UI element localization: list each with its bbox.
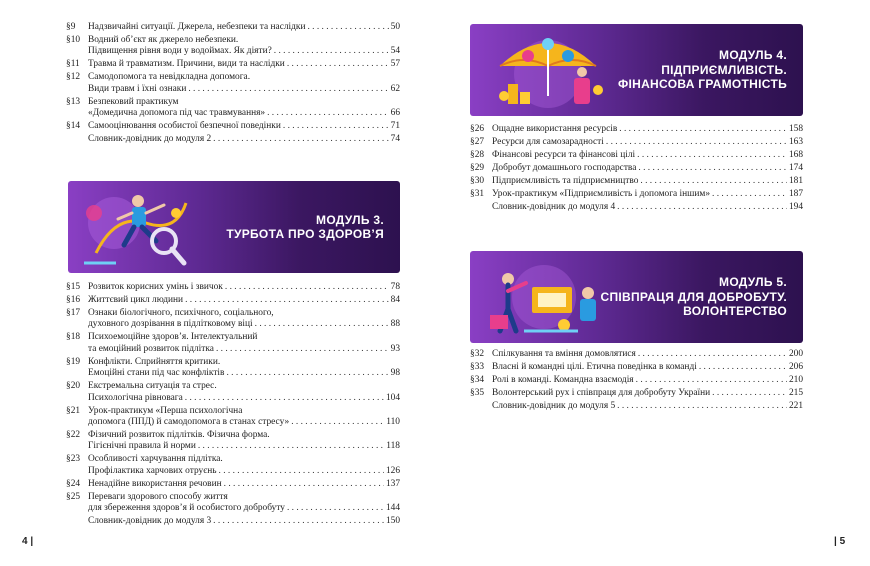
toc-page-number: 74 [390, 134, 400, 145]
toc-leader-dots [638, 163, 787, 174]
toc-section-number: §14 [66, 121, 81, 132]
toc-leader-dots [637, 150, 787, 161]
toc-title-line: Словник-довідник до модуля 4 [492, 202, 616, 212]
toc-title-line: Безпековий практикум [88, 96, 179, 107]
toc-entry [470, 388, 803, 399]
module4-title-line1: ПІДПРИЄМЛИВІСТЬ. [661, 62, 787, 77]
toc-title-line: допомога (ППД) й самодопомога в станах стресу» [88, 417, 290, 428]
toc-title-line: Конфлікти. Сприйняття критики. [88, 356, 221, 367]
toc-entry [66, 516, 400, 527]
toc-title-line: Добробут домашнього господарства [492, 163, 637, 173]
toc-section-number: §16 [66, 295, 81, 305]
toc-title-line: Життєвий цикл людини [88, 295, 184, 305]
toc-section-number: §17 [66, 308, 81, 318]
toc-title-line: Переваги здорового способу життя [88, 491, 228, 502]
toc-entry [66, 406, 400, 429]
toc-title-line: Урок-практикум «Підприємливість і допомога іншим» [492, 189, 711, 199]
toc-entry [66, 97, 400, 120]
toc-section-number: §19 [66, 356, 81, 367]
toc-leader-dots [219, 466, 384, 477]
toc-section-number: §9 [66, 22, 76, 32]
toc-title-line: Фізичний розвиток підлітків. Фізична форма. [88, 430, 270, 441]
toc-title-line: Спілкування та вміння домовлятися [492, 349, 636, 359]
toc-title-line: Психоемоційне здоров’я. Інтелектуальний [88, 332, 258, 343]
toc-page-number: 71 [390, 121, 400, 132]
toc-title-line: Самооцінювання особистої безпечної поведінки [88, 121, 281, 132]
toc-section-number: §25 [66, 491, 81, 502]
toc-leader-dots [213, 134, 388, 145]
toc-page-number: 187 [788, 189, 803, 199]
toc-section-number: §31 [470, 189, 485, 199]
toc-leader-dots [216, 344, 389, 355]
toc-section-number: §33 [470, 362, 485, 372]
toc-title-line: Підвищення рівня води у водоймах. Як діяти? [88, 46, 272, 57]
toc-entry [66, 59, 400, 70]
toc-page-number: 98 [390, 368, 400, 379]
module5-title-line1: СПІВПРАЦЯ ДЛЯ ДОБРОБУТУ. [600, 289, 787, 304]
toc-page-number: 210 [788, 375, 803, 385]
toc-title-line: Гігієнічні правила й норми [88, 441, 196, 452]
toc-title-line: Словник-довідник до модуля 5 [492, 401, 616, 411]
toc-page-number: 126 [385, 465, 400, 476]
toc-entry [470, 401, 803, 412]
toc-entry [66, 430, 400, 453]
toc-title-line: Особливості харчування підлітка. [88, 454, 223, 465]
toc-title-line: Види травм і їхні ознаки [88, 83, 187, 94]
toc-leader-dots [617, 202, 787, 213]
module5-label: МОДУЛЬ 5. [719, 275, 787, 290]
toc-section-number: §11 [66, 59, 80, 70]
toc-section-number: §10 [66, 35, 81, 45]
toc-leader-dots [619, 124, 787, 135]
toc-title-line: Психологічна рівновага [88, 392, 183, 403]
toc-section-number: §22 [66, 430, 81, 441]
toc-entry [66, 121, 400, 132]
toc-entry [470, 362, 803, 373]
toc-page-number: 118 [386, 441, 400, 452]
toc-page-number: 150 [385, 516, 400, 527]
toc-title-line: Урок-практикум «Перша психологічна [88, 405, 243, 416]
toc-title-line: та емоційний розвиток підлітка [88, 343, 214, 354]
toc-section-number: §26 [470, 124, 485, 134]
toc-section-number: §28 [470, 150, 485, 160]
toc-section-number: §13 [66, 96, 81, 107]
toc-page-number: 84 [390, 295, 400, 305]
toc-page-number: 215 [788, 388, 803, 398]
toc-entry [66, 332, 400, 355]
toc-entry [470, 124, 803, 135]
toc-title-line: Травма й травматизм. Причини, види та наслідки [88, 59, 285, 70]
toc-entry [66, 134, 400, 145]
toc-title-line: Розвиток корисних умінь і звичок [88, 282, 223, 292]
module3-title: ТУРБОТА ПРО ЗДОРОВ’Я [226, 227, 384, 241]
toc-module4 [470, 124, 803, 215]
toc-leader-dots [213, 516, 384, 527]
toc-page-number: 57 [390, 59, 400, 70]
toc-title-line: Ознаки біологічного, психічного, соціального, [88, 308, 274, 318]
toc-leader-dots [291, 417, 384, 428]
toc-page-number: 54 [390, 46, 400, 57]
toc-section-number: §21 [66, 405, 81, 416]
module5-banner [470, 251, 803, 343]
page-number-left: 4 | [22, 536, 34, 547]
toc-title-line: Надзвичайні ситуації. Джерела, небезпеки та наслідки [88, 22, 306, 32]
toc-entry [470, 202, 803, 213]
toc-entry [470, 163, 803, 174]
toc-title-line: Водний об’єкт як джерело небезпеки. [88, 35, 239, 45]
toc-page-number: 194 [788, 202, 803, 212]
module5-title-line2: ВОЛОНТЕРСТВО [683, 304, 787, 319]
toc-page-number: 174 [788, 163, 803, 173]
toc-page-number: 88 [390, 319, 400, 330]
toc-leader-dots [224, 479, 384, 490]
toc-entry [66, 72, 400, 95]
toc-title-line: Ощадне використання ресурсів [492, 124, 618, 134]
toc-entry [470, 150, 803, 161]
teamwork-illustration [478, 253, 618, 341]
toc-entry [66, 282, 400, 293]
toc-page-number: 50 [390, 22, 400, 32]
toc-section-number: §32 [470, 349, 485, 359]
toc-leader-dots [267, 108, 389, 119]
toc-entry [66, 454, 400, 477]
umbrella-coins-illustration [478, 26, 618, 114]
toc-title-line: Екстремальна ситуація та стрес. [88, 381, 217, 392]
toc-leader-dots [185, 295, 389, 306]
toc-leader-dots [699, 362, 787, 373]
toc-leader-dots [636, 375, 787, 386]
toc-page-number: 104 [385, 392, 400, 403]
toc-entry [66, 357, 400, 380]
toc-leader-dots [638, 349, 787, 360]
toc-entry [66, 22, 400, 33]
toc-module3 [66, 282, 400, 529]
toc-leader-dots [225, 282, 389, 293]
toc-entry [66, 308, 400, 331]
toc-entry [66, 381, 400, 404]
toc-title-line: Ролі в команді. Командна взаємодія [492, 375, 634, 385]
toc-entry [66, 479, 400, 490]
toc-leader-dots [640, 176, 787, 187]
toc-title-line: Фінансові ресурси та фінансові цілі [492, 150, 636, 160]
toc-section-number: §23 [66, 454, 81, 465]
toc-title-line: Профілактика харчових отруєнь [88, 465, 217, 476]
toc-page-number: 144 [385, 503, 400, 514]
toc-section-number: §29 [470, 163, 485, 173]
toc-entry [66, 295, 400, 306]
toc-leader-dots [307, 22, 388, 33]
module4-label: МОДУЛЬ 4. [719, 48, 787, 63]
toc-page-number: 62 [390, 83, 400, 94]
toc-section-number: §27 [470, 137, 485, 147]
page-number-right: | 5 [834, 536, 846, 547]
toc-leader-dots [226, 368, 388, 379]
toc-leader-dots [255, 319, 389, 330]
toc-page-number: 137 [385, 478, 400, 489]
toc-title-line: для збереження здоров’я й особистого добробуту [88, 503, 285, 514]
toc-entry [470, 176, 803, 187]
toc-page-number: 110 [386, 417, 400, 428]
module3-label: МОДУЛЬ 3. [316, 212, 384, 227]
toc-entry [470, 189, 803, 200]
toc-entry [66, 492, 400, 515]
module4-title-line2: ФІНАНСОВА ГРАМОТНІСТЬ [617, 77, 787, 92]
toc-title-line: Ресурси для самозарадності [492, 137, 604, 147]
toc-leader-dots [188, 84, 388, 95]
toc-section-number: §15 [66, 282, 81, 292]
toc-page-number: 168 [788, 150, 803, 160]
toc-leader-dots [287, 503, 384, 514]
toc-page-number: 200 [788, 349, 803, 359]
toc-section-number: §20 [66, 381, 81, 392]
toc-title-line: Власні й командні цілі. Етична поведінка в команді [492, 362, 697, 372]
toc-title-line: Словник-довідник до модуля 2 [88, 134, 212, 145]
toc-title-line: Підприємливість та підприємництво [492, 176, 639, 186]
toc-title-line: Словник-довідник до модуля 3 [88, 516, 212, 527]
toc-module2-end [66, 22, 400, 147]
toc-page-number: 221 [788, 401, 803, 411]
toc-section-number: §24 [66, 478, 81, 489]
toc-title-line: духовного дозрівання в підлітковому віці [88, 319, 253, 330]
toc-entry [470, 375, 803, 386]
toc-leader-dots [617, 401, 787, 412]
toc-page-number: 93 [390, 343, 400, 354]
toc-section-number: §34 [470, 375, 485, 385]
toc-leader-dots [712, 189, 787, 200]
module3-banner [68, 181, 400, 273]
toc-title-line: Волонтерський рух і співпраця для добробуту України [492, 388, 711, 398]
toc-section-number: §30 [470, 176, 485, 186]
toc-leader-dots [274, 46, 389, 57]
toc-page-number: 163 [788, 137, 803, 147]
runner-magnifier-illustration [76, 183, 196, 271]
toc-page-number: 206 [788, 362, 803, 372]
toc-leader-dots [198, 441, 384, 452]
toc-entry [66, 35, 400, 58]
module4-banner [470, 24, 803, 116]
toc-section-number: §18 [66, 332, 81, 343]
toc-title-line: Емоційні стани під час конфліктів [88, 368, 225, 379]
toc-page-number: 66 [390, 108, 400, 119]
toc-page-number: 158 [788, 124, 803, 134]
toc-title-line: Самодопомога та невідкладна допомога. [88, 72, 251, 83]
toc-leader-dots [185, 393, 384, 404]
toc-leader-dots [712, 388, 787, 399]
toc-section-number: §35 [470, 388, 485, 398]
toc-page-number: 78 [390, 282, 400, 292]
toc-section-number: §12 [66, 72, 81, 83]
toc-leader-dots [606, 137, 787, 148]
toc-entry [470, 349, 803, 360]
toc-page-number: 181 [788, 176, 803, 186]
toc-title-line: Ненадійне використання речовин [88, 478, 222, 489]
toc-leader-dots [283, 121, 389, 132]
toc-title-line: «Домедична допомога під час травмування» [88, 108, 266, 119]
toc-entry [470, 137, 803, 148]
toc-leader-dots [287, 59, 389, 70]
toc-module5 [470, 349, 803, 414]
